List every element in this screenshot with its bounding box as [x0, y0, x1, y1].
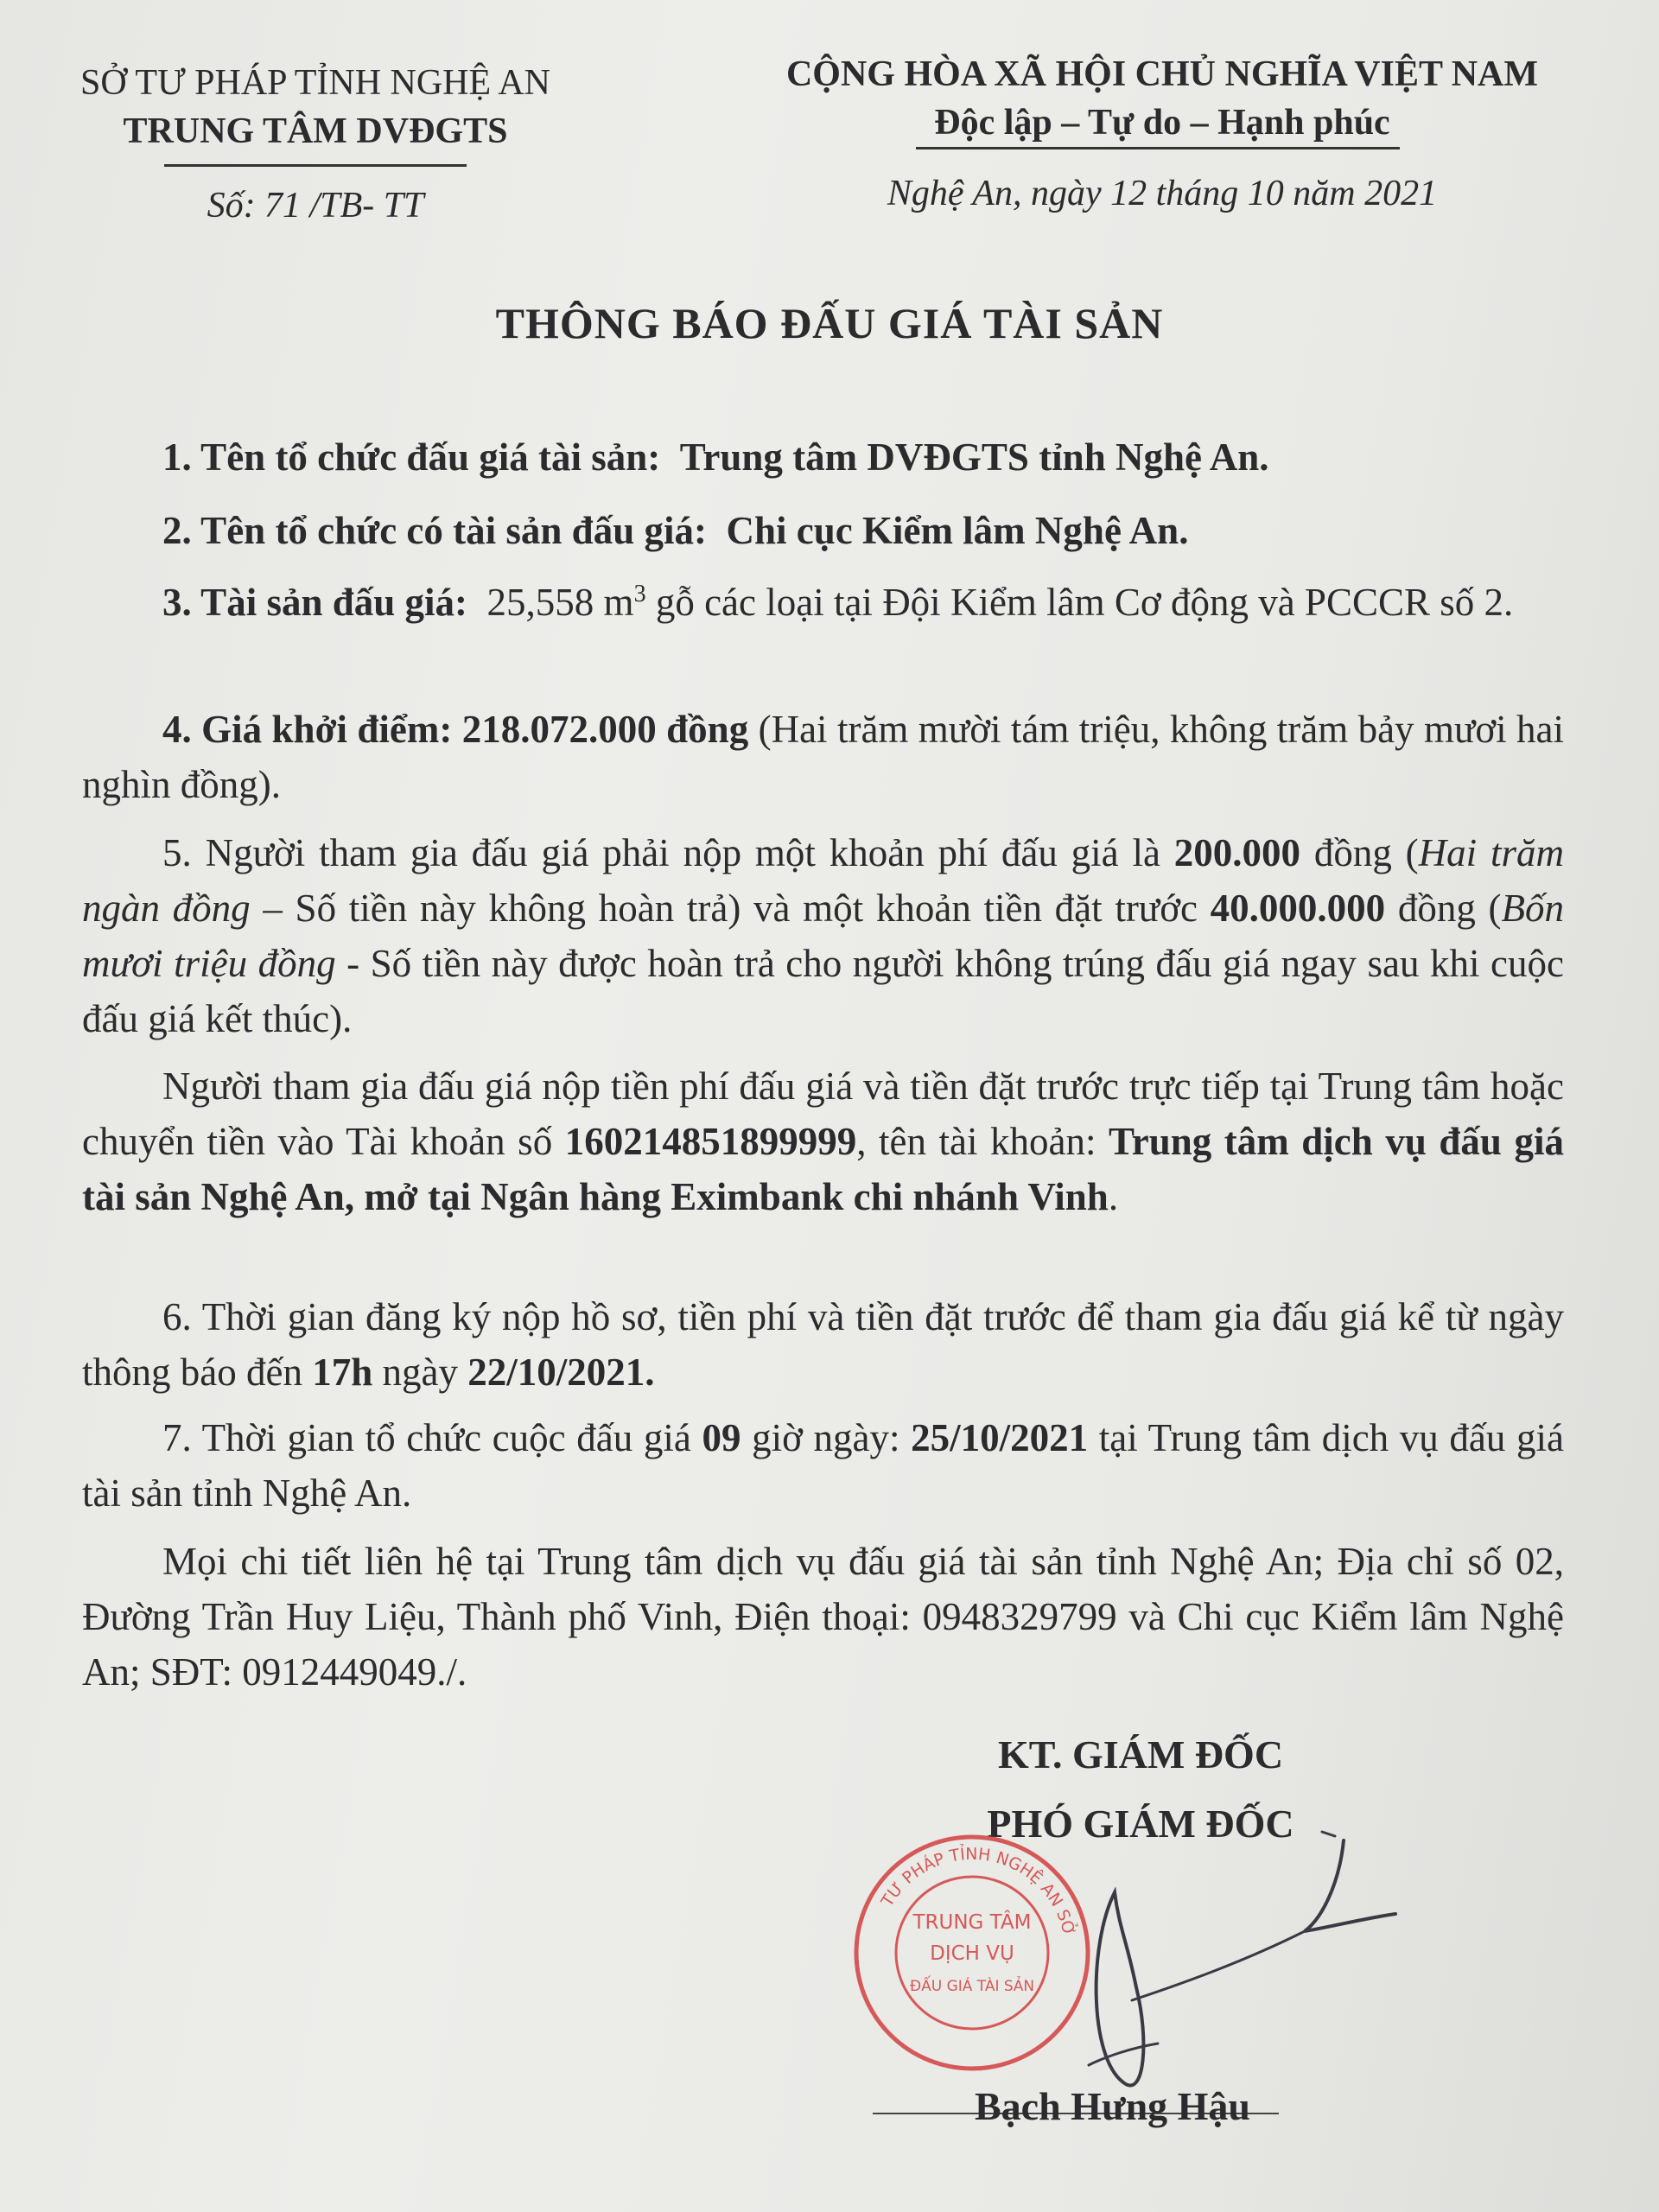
- item-asset-label: 3. Tài sản đấu giá:: [162, 581, 468, 624]
- auction-text-c: tại Trung tâm dịch vụ đấu giá tài sản tỉnh Nghệ An.: [82, 1416, 1565, 1515]
- header-left-center: TRUNG TÂM DVĐGTS: [123, 111, 508, 151]
- payment-text-c: .: [1108, 1175, 1119, 1218]
- header-right-republic: CỘNG HÒA XÃ HỘI CHỦ NGHĨA VIỆT NAM: [785, 54, 1539, 94]
- registration-text-b: ngày: [372, 1351, 468, 1394]
- item-owner-value: Chi cục Kiểm lâm Nghệ An.: [726, 509, 1189, 552]
- signer-name: Bạch Hưng Hậu: [975, 2084, 1251, 2128]
- payment-paragraph: [82, 1058, 1564, 1224]
- item-organizer-label: 1. Tên tổ chức đấu giá tài sản:: [162, 435, 661, 479]
- registration-text-a: 6. Thời gian đăng ký nộp hồ sơ, tiền phí và tiền đặt trước để tham gia đấu giá kể từ ngày thông báo đến: [82, 1295, 1564, 1394]
- item-registration-time: [82, 1289, 1564, 1400]
- item-fees-text-c: – Số tiền này không hoàn trả) và một khoản tiền đặt trước: [250, 887, 1211, 930]
- item-organizer-value: Trung tâm DVĐGTS tỉnh Nghệ An.: [679, 435, 1269, 479]
- item-price-value: : 218.072.000 đồng: [439, 708, 749, 751]
- auction-hour: 09: [702, 1416, 741, 1459]
- auction-date: 25/10/2021: [911, 1416, 1089, 1459]
- item-asset: [82, 575, 1564, 630]
- payment-text-a: Người tham gia đấu giá nộp tiền phí đấu giá và tiền đặt trước trực tiếp tại Trung tâm hoặc chuyển tiền vào Tài khoản số: [82, 1065, 1564, 1163]
- item-fees: [82, 825, 1564, 1046]
- contact-paragraph: Mọi chi tiết liên hệ tại Trung tâm dịch vụ đấu giá tài sản tỉnh Nghệ An; Địa chỉ số 02, Đường Trần Huy Liệu, Thành phố Vinh, Điện thoại: 0948329799 và Chi cục Kiểm lâm Nghệ An; SĐT: 0912449049./.: [82, 1540, 1564, 1694]
- header-left-agency: SỞ TƯ PHÁP TỈNH NGHỆ AN: [79, 63, 551, 103]
- registration-deadline-hour: 17h: [312, 1351, 373, 1394]
- item-owner-label: 2. Tên tổ chức có tài sản đấu giá:: [162, 509, 707, 552]
- header-left-underline: [164, 164, 467, 167]
- page-title: THÔNG BÁO ĐẤU GIÁ TÀI SẢN: [495, 299, 1164, 347]
- item-starting-price: [82, 702, 1564, 812]
- registration-deadline-date: 22/10/2021.: [467, 1351, 655, 1394]
- stamp-inner-line-1: TRUNG TÂM: [912, 1911, 1032, 1934]
- auction-text-a: 7. Thời gian tổ chức cuộc đấu giá: [162, 1416, 702, 1459]
- item-fees-text-a: 5. Người tham gia đấu giá phải nộp một khoản phí đấu giá là: [162, 831, 1174, 874]
- fee-amount: 200.000: [1173, 831, 1301, 874]
- item-organizer: [82, 429, 1564, 485]
- item-owner: [82, 503, 1564, 558]
- stamp-ring-text: TƯ PHÁP TỈNH NGHỆ AN SỞ: [877, 1844, 1079, 1938]
- header-right-motto: Độc lập – Tự do – Hạnh phúc: [934, 103, 1390, 143]
- stamp-inner-line-2: DỊCH VỤ: [930, 1942, 1014, 1965]
- doc-number: Số: 71 /TB- TT: [207, 186, 424, 226]
- item-auction-time: [82, 1410, 1564, 1521]
- fee-amount-words: Hai trăm ngàn đồng: [82, 831, 1564, 930]
- bank-account-number: 160214851899999: [564, 1120, 857, 1163]
- bank-account-name: Trung tâm dịch vụ đấu giá tài sản Nghệ An, mở tại Ngân hàng Eximbank chi nhánh Vinh: [82, 1120, 1564, 1218]
- item-asset-unit-sup: 3: [633, 581, 646, 607]
- item-price-label: 4. Giá khởi điểm: [162, 708, 440, 751]
- item-asset-amount: 25,558 m: [486, 581, 634, 624]
- signature-title-2: PHÓ GIÁM ĐỐC: [987, 1802, 1294, 1846]
- header-right-underline: [916, 147, 1400, 149]
- payment-text-b: , tên tài khoản:: [856, 1120, 1109, 1163]
- auction-text-b: giờ ngày:: [741, 1416, 912, 1459]
- item-price-words: (Hai trăm mười tám triệu, không trăm bảy mươi hai nghìn đồng).: [82, 708, 1565, 806]
- item-asset-desc: gỗ các loại tại Đội Kiểm lâm Cơ động và PCCCR số 2.: [645, 581, 1514, 624]
- deposit-amount: 40.000.000: [1210, 887, 1386, 930]
- date-line: Nghệ An, ngày 12 tháng 10 năm 2021: [887, 174, 1438, 213]
- item-fees-text-e: - Số tiền này được hoàn trả cho người không trúng đấu giá ngay sau khi cuộc đấu giá kết thúc).: [82, 942, 1564, 1040]
- deposit-amount-words: Bốn mươi triệu đồng: [82, 887, 1565, 985]
- stamp-inner-line-3: ĐẤU GIÁ TÀI SẢN: [909, 1978, 1035, 1995]
- signature-title-1: KT. GIÁM ĐỐC: [997, 1732, 1284, 1777]
- item-fees-text-d: đồng (: [1385, 887, 1502, 930]
- item-fees-text-b: đồng (: [1300, 831, 1419, 874]
